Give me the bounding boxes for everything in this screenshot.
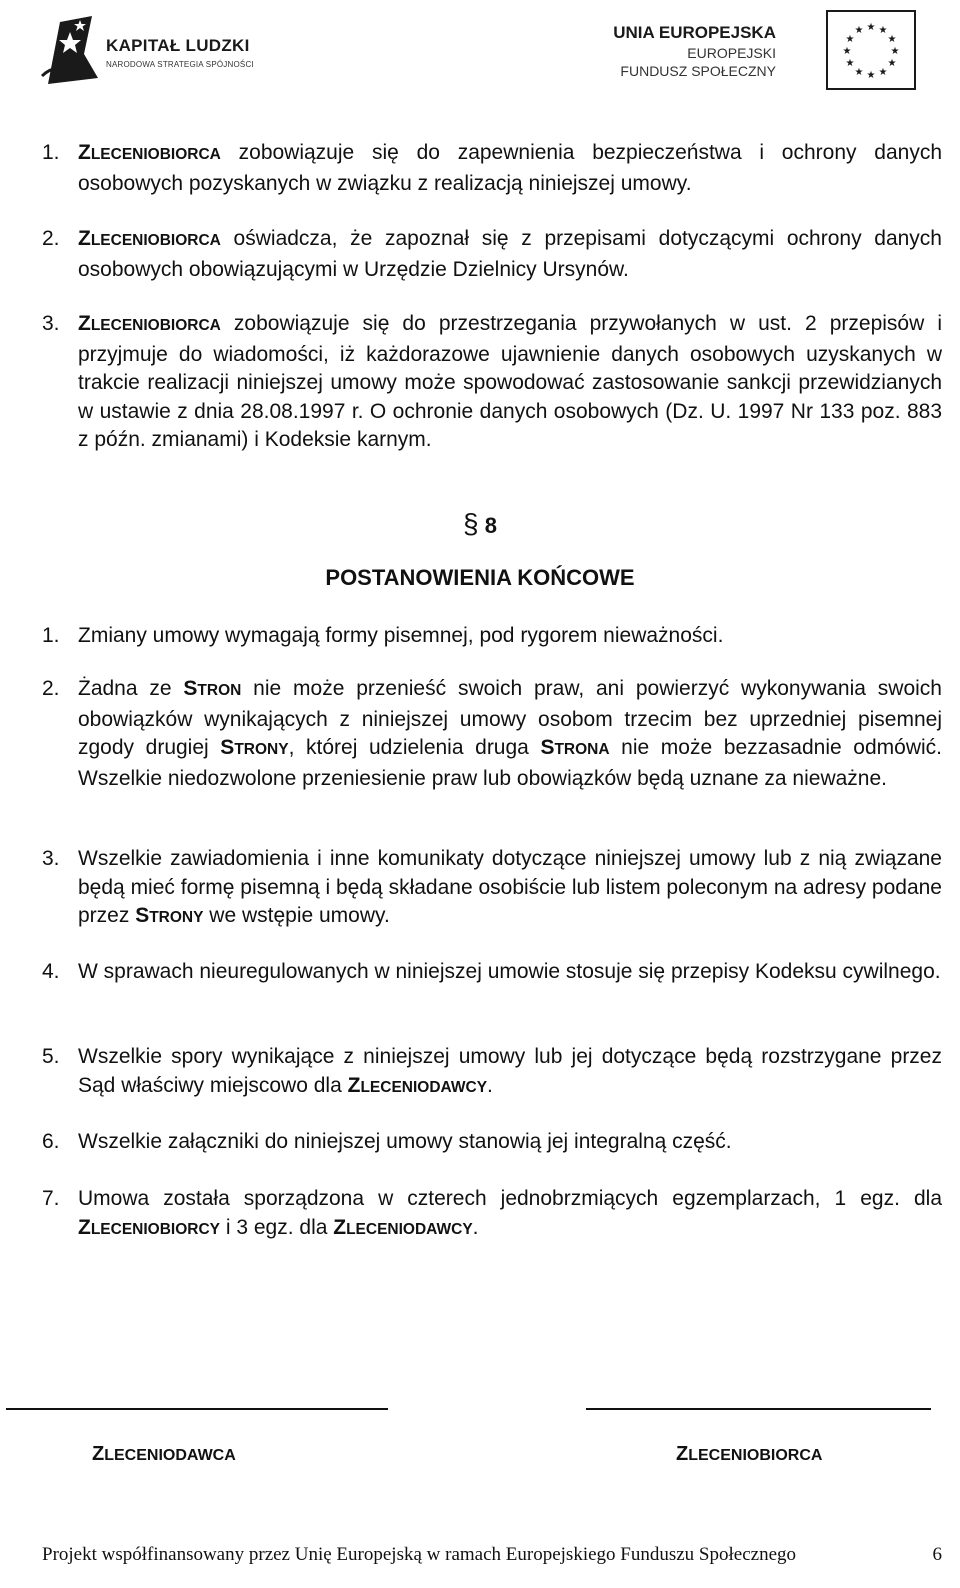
svg-text:★: ★ <box>845 58 855 69</box>
svg-text:★: ★ <box>854 25 864 36</box>
section-title: POSTANOWIENIA KOŃCOWE <box>325 565 635 590</box>
list-item <box>42 1128 942 1157</box>
term-zleceniobiorcy: ZLECENIOBIORCY <box>78 1215 221 1239</box>
svg-text:★: ★ <box>842 46 852 57</box>
term-zleceniobiorca: ZLECENIOBIORCA <box>78 312 221 335</box>
eu-logo-line2: EUROPEJSKI <box>687 45 776 61</box>
kapital-ludzki-logo <box>40 14 270 94</box>
item-number: 2. <box>42 677 60 700</box>
term-strony: STRONY <box>135 904 204 927</box>
svg-text:★: ★ <box>866 22 876 33</box>
page-header <box>0 0 960 110</box>
svg-text:★: ★ <box>890 46 900 57</box>
list-item <box>42 225 942 284</box>
item-number: 6. <box>42 1130 60 1153</box>
kapital-ludzki-title: KAPITAŁ LUDZKI <box>106 36 250 55</box>
section-symbol: § <box>463 508 479 539</box>
item-number: 7. <box>42 1187 60 1210</box>
term-zleceniodawcy: ZLECENIODAWCY <box>347 1073 488 1097</box>
svg-text:★: ★ <box>887 34 897 45</box>
item-number: 5. <box>42 1045 60 1068</box>
eu-flag-icon <box>826 10 916 90</box>
item-text: ZLECENIOBIORCA zobowiązuje się do przestrzegania przywołanych w ust. 2 przepisów i przyjmuje do wiadomości, iż każdorazowe ujawnienie danych osobowych uzyskanych w trakcie realizacji niniejszej umowy może spowodować zastosowanie sankcji przewidzianych w ustawie z dnia 28.08.1997 r. O ochronie danych osobowych (Dz. U. 1997 Nr 133 poz. 883 z późn. zmianami) i Kodeksie karnym. <box>78 312 942 451</box>
term-zleceniobiorca: ZLECENIOBIORCA <box>78 141 221 164</box>
term-zleceniobiorca: ZLECENIOBIORCA <box>78 227 221 250</box>
kapital-ludzki-emblem-icon <box>40 14 100 86</box>
item-text: Wszelkie spory wynikające z niniejszej umowy lub jej dotyczące będą rozstrzygane przez Sąd właściwy miejscowo dla ZLECENIODAWCY. <box>78 1045 942 1097</box>
svg-text:★: ★ <box>878 67 888 78</box>
item-number: 2. <box>42 227 60 250</box>
item-text: Umowa została sporządzona w czterech jednobrzmiących egzemplarzach, 1 egz. dla ZLECENIOBIORCY i 3 egz. dla ZLECENIODAWCY. <box>78 1187 942 1239</box>
signature-line-right <box>586 1408 931 1410</box>
signature-line-left <box>6 1408 388 1410</box>
svg-text:★: ★ <box>854 67 864 78</box>
section-number: § 8 <box>463 508 497 539</box>
term-strona: STRONA <box>540 736 610 759</box>
signature-label-zleceniodawca: ZLECENIODAWCA <box>92 1443 236 1465</box>
eu-stars-icon <box>828 12 914 88</box>
item-text: Wszelkie załączniki do niniejszej umowy stanowią jej integralną część. <box>78 1130 732 1153</box>
list-item <box>42 1043 942 1102</box>
item-text: ZLECENIOBIORCA oświadcza, że zapoznał się z przepisami dotyczącymi ochrony danych osobowych obowiązującymi w Urzędzie Dzielnicy Ursynów. <box>78 227 942 281</box>
term-stron: STRON <box>183 677 242 700</box>
eu-logo-text <box>596 22 776 80</box>
list-item <box>42 1185 942 1244</box>
list-item <box>42 310 942 455</box>
svg-text:★: ★ <box>845 34 855 45</box>
list-item <box>42 958 942 987</box>
page-number: 6 <box>932 1544 942 1565</box>
eu-logo-line1: UNIA EUROPEJSKA <box>613 23 776 42</box>
svg-text:★: ★ <box>866 70 876 81</box>
eu-logo <box>613 8 928 92</box>
item-number: 3. <box>42 847 60 870</box>
page-footer <box>42 1544 942 1574</box>
svg-text:★: ★ <box>878 25 888 36</box>
item-text: Zmiany umowy wymagają formy pisemnej, pod rygorem nieważności. <box>78 624 724 647</box>
list-item <box>42 622 942 651</box>
item-text: W sprawach nieuregulowanych w niniejszej umowie stosuje się przepisy Kodeksu cywilnego. <box>78 960 941 983</box>
svg-text:★: ★ <box>887 58 897 69</box>
term-strony: STRONY <box>220 736 289 759</box>
footer-text: Projekt współfinansowany przez Unię Europejską w ramach Europejskiego Funduszu Społecznego <box>42 1544 796 1565</box>
item-text: Żadna ze STRON nie może przenieść swoich praw, ani powierzyć wykonywania swoich obowiązków wynikających z niniejszej umowy osobom trzecim bez uprzedniej pisemnej zgody drugiej STRONY, której udzielenia druga STRONA nie może bezzasadnie odmówić. Wszelkie niedozwolone przeniesienie praw lub obowiązków będą uznane za nieważne. <box>78 677 942 790</box>
list-item <box>42 845 942 933</box>
item-number: 1. <box>42 624 60 647</box>
item-number: 4. <box>42 960 60 983</box>
item-number: 1. <box>42 141 60 164</box>
term-zleceniodawcy: ZLECENIODAWCY <box>333 1215 473 1239</box>
signature-label-zleceniobiorca: ZLECENIOBIORCA <box>676 1443 823 1465</box>
list-item <box>42 675 942 793</box>
kapital-ludzki-subtitle: NARODOWA STRATEGIA SPÓJNOŚCI <box>106 60 254 69</box>
item-text: ZLECENIOBIORCA zobowiązuje się do zapewnienia bezpieczeństwa i ochrony danych osobowych pozyskanych w związku z realizacją niniejszej umowy. <box>78 141 942 195</box>
item-text: Wszelkie zawiadomienia i inne komunikaty dotyczące niniejszej umowy lub z nią związane będą mieć formę pisemną i będą składane osobiście lub listem poleconym na adresy podane przez STRONY we wstępie umowy. <box>78 847 942 927</box>
eu-logo-line3: FUNDUSZ SPOŁECZNY <box>620 63 776 79</box>
item-number: 3. <box>42 312 60 335</box>
list-item <box>42 139 942 198</box>
